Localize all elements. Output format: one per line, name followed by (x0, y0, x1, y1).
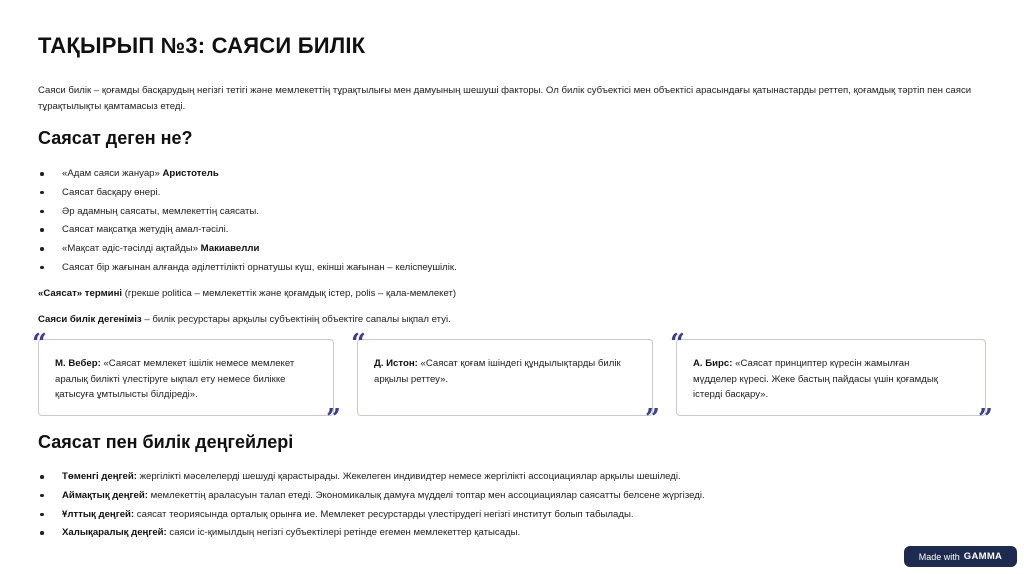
levels-list (38, 470, 705, 545)
bullet-dot-icon (40, 475, 44, 479)
bullet-dot-icon (40, 513, 44, 517)
list-item: Халықаралық деңгей: саяси іс-қимылдың негізгі субъектілері ретінде егемен мемлекеттер қатысады. (38, 526, 705, 545)
quote-text: М. Вебер: «Саясат мемлекет ішілік немесе мемлекет аралық билікті үлестіруге ықпал ету немесе билікке қатысуға ұмтылысты білдіреді». (55, 358, 295, 400)
quote-card-weber (32, 329, 341, 434)
quote-text: А. Бирс: «Саясат принциптер күресін жамылған мүдделер күресі. Жеке бастың пайдасы үшін қоғамдық істерді басқару». (693, 358, 938, 400)
list-item: Төменгі деңгей: жергілікті мәселелерді шешуді қарастырады. Жекелеген индивидтер немесе жергілікті ассоциациялар арқылы шешіледі. (38, 470, 705, 489)
page-title: ТАҚЫРЫП №3: САЯСИ БИЛІК (38, 33, 366, 58)
list-item: Саясат басқару өнері. (38, 186, 457, 205)
bullet-dot-icon (40, 247, 44, 251)
list-item: «Адам саяси жануар» Аристотель (38, 167, 457, 186)
bullet-dot-icon (40, 191, 44, 195)
gamma-logo: GAMMA (963, 551, 1003, 562)
close-quote-icon: ” (645, 404, 660, 434)
section-heading-what-is-politics: Саясат деген не? (38, 128, 193, 148)
open-quote-icon: “ (351, 329, 366, 359)
list-item: Аймақтық деңгей: мемлекеттің араласуын талап етеді. Экономикалық дамуға мүдделі топтар мен ассоциациялар саясатты белсене жүргізеді. (38, 489, 705, 508)
bullet-dot-icon (40, 494, 44, 498)
bullet-dot-icon (40, 210, 44, 214)
open-quote-icon: “ (32, 329, 47, 359)
list-item: Әр адамның саясаты, мемлекеттің саясаты. (38, 205, 457, 224)
quote-card-bierce (670, 329, 993, 434)
close-quote-icon: ” (326, 404, 341, 434)
list-item: «Мақсат әдіс-тәсілді ақтайды» Макиавелли (38, 242, 457, 261)
bullet-dot-icon (40, 266, 44, 270)
open-quote-icon: “ (670, 329, 685, 359)
list-item: Саясат мақсатқа жетудің амал-тәсілі. (38, 223, 457, 242)
power-definition-line: Саяси билік дегеніміз – билік ресурстары арқылы субъектінің объектіге сапалы ықпал етуі. (38, 314, 451, 325)
section-heading-levels: Саясат пен билік деңгейлері (38, 432, 294, 452)
politics-definitions-list (38, 167, 457, 280)
bullet-dot-icon (40, 228, 44, 232)
made-with-gamma-badge[interactable] (904, 546, 1017, 567)
bullet-dot-icon (40, 172, 44, 176)
quote-text: Д. Истон: «Саясат қоғам ішіндегі құндылықтарды билік арқылы реттеу». (374, 358, 621, 385)
close-quote-icon: ” (978, 404, 993, 434)
bullet-dot-icon (40, 531, 44, 535)
list-item: Саясат бір жағынан алғанда әділеттілікті орнатушы күш, екінші жағынан – келіспеушілік. (38, 261, 457, 280)
quote-card-easton (351, 329, 660, 434)
intro-paragraph: Саяси билік – қоғамды басқарудың негізгі тетігі және мемлекеттің тұрақтылығы мен дамуының шешуші факторы. Ол билік субъектісі мен объектісі арасындағы қатынастарды реттеп, қоғамдық тәртіп пен саяси тұрақтылықты қамтамасыз етеді. (38, 85, 972, 112)
list-item: Ұлттық деңгей: саясат теориясында орталық орынға ие. Мемлекет ресурстарды үлестірудегі негізгі институт болып табылады. (38, 508, 705, 527)
term-definition-line: «Саясат» термині (грекше politica – мемлекеттік және қоғамдық істер, polis – қала-мемлекет) (38, 288, 457, 299)
badge-prefix: Made with (918, 551, 960, 562)
